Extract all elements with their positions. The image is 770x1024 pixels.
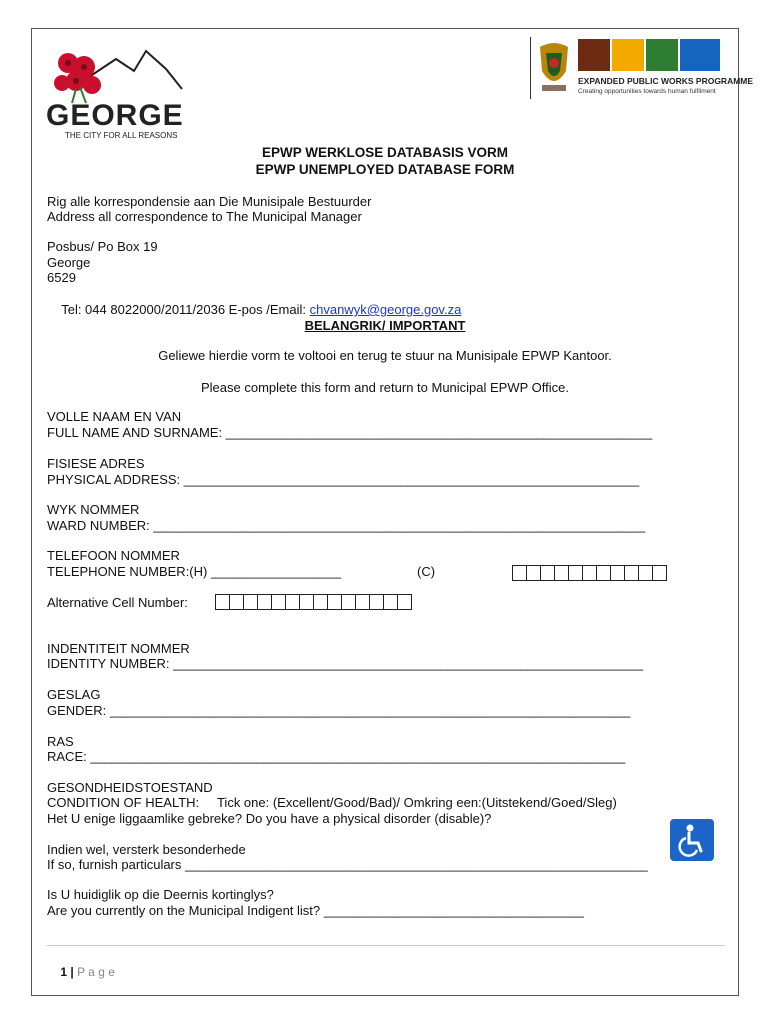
address-label-afrikaans: FISIESE ADRES bbox=[47, 456, 145, 471]
particulars-field[interactable]: If so, furnish particulars ________________________________________________________________ bbox=[47, 857, 648, 872]
name-label-afrikaans: VOLLE NAAM EN VAN bbox=[47, 409, 182, 424]
coat-of-arms-icon bbox=[536, 41, 572, 95]
page-number: 1 bbox=[60, 965, 68, 979]
ward-number-field[interactable]: WARD NUMBER: ____________________________________________________________________ bbox=[47, 518, 646, 533]
important-heading: BELANGRIK/ IMPORTANT bbox=[304, 318, 466, 333]
race-label-afrikaans: RAS bbox=[47, 734, 74, 749]
wheelchair-icon bbox=[670, 819, 714, 861]
alt-cell-boxes[interactable] bbox=[215, 594, 411, 610]
form-page bbox=[31, 28, 754, 996]
gender-label-afrikaans: GESLAG bbox=[47, 687, 101, 702]
postal-code: 6529 bbox=[47, 270, 76, 285]
indigent-list-field[interactable]: Are you currently on the Municipal Indigent list? ____________________________________ bbox=[47, 903, 585, 918]
tel-email-label: Tel: 044 8022000/2011/2036 E-pos /Email: bbox=[61, 302, 310, 317]
people-icon bbox=[680, 39, 720, 71]
health-condition-field[interactable]: CONDITION OF HEALTH: Tick one: (Excellent/Good/Bad)/ Omkring een:(Uitstekend/Goed/Sleg) bbox=[47, 795, 617, 810]
instruction-english: Please complete this form and return to Municipal EPWP Office. bbox=[200, 380, 570, 395]
name-field[interactable]: FULL NAME AND SURNAME: ___________________________________________________________ bbox=[47, 425, 653, 440]
george-logo-word: GEORGE bbox=[46, 99, 184, 132]
instruction-afrikaans: Geliewe hierdie vorm te voltooi en terug te stuur na Munisipale EPWP Kantoor. bbox=[158, 348, 612, 363]
form-title-afrikaans: EPWP WERKLOSE DATABASIS VORM bbox=[261, 145, 508, 160]
telephone-home-field[interactable]: TELEPHONE NUMBER:(H) __________________ bbox=[47, 564, 342, 579]
correspondence-afrikaans: Rig alle korrespondensie aan Die Munisipale Bestuurder bbox=[47, 194, 372, 209]
logo-divider bbox=[530, 37, 531, 99]
page-footer bbox=[47, 951, 115, 993]
epwp-slogan: Creating opportunities towards human fulfilment bbox=[578, 88, 716, 95]
trowel-icon bbox=[578, 39, 610, 71]
email-link[interactable]: chvanwyk@george.gov.za bbox=[309, 302, 462, 317]
disorder-question: Het U enige liggaamlike gebreke? Do you have a physical disorder (disable)? bbox=[47, 811, 492, 826]
health-label-afrikaans: GESONDHEIDSTOESTAND bbox=[47, 780, 213, 795]
po-box: Posbus/ Po Box 19 bbox=[47, 239, 158, 254]
ward-label-afrikaans: WYK NOMMER bbox=[47, 502, 140, 517]
indigent-question-afrikaans: Is U huidiglik op die Deernis kortinglys? bbox=[47, 887, 274, 902]
alt-cell-label: Alternative Cell Number: bbox=[47, 595, 188, 610]
telephone-label-afrikaans: TELEFOON NOMMER bbox=[47, 548, 180, 563]
footer-divider bbox=[47, 945, 725, 946]
epwp-logo bbox=[530, 35, 754, 101]
george-logo bbox=[46, 41, 196, 140]
race-field[interactable]: RACE: __________________________________________________________________________ bbox=[47, 749, 626, 764]
id-label-afrikaans: INDENTITEIT NOMMER bbox=[47, 641, 190, 656]
george-logo-tagline: THE CITY FOR ALL REASONS bbox=[65, 131, 178, 140]
particulars-label-afrikaans: Indien wel, versterk besonderhede bbox=[47, 842, 246, 857]
physical-address-field[interactable]: PHYSICAL ADDRESS: _______________________________________________________________ bbox=[47, 472, 640, 487]
tree-icon bbox=[646, 39, 678, 71]
correspondence-english: Address all correspondence to The Municipal Manager bbox=[47, 209, 362, 224]
form-title-english: EPWP UNEMPLOYED DATABASE FORM bbox=[255, 162, 515, 177]
identity-number-field[interactable]: IDENTITY NUMBER: _________________________________________________________________ bbox=[47, 656, 644, 671]
gender-field[interactable]: GENDER: ________________________________________________________________________ bbox=[47, 703, 631, 718]
telephone-cell-boxes[interactable] bbox=[512, 565, 666, 581]
town: George bbox=[47, 255, 91, 270]
page-word: P a g e bbox=[77, 965, 115, 979]
epwp-icon-strip bbox=[578, 39, 720, 71]
page-separator: | bbox=[67, 965, 78, 979]
sun-gear-icon bbox=[612, 39, 644, 71]
telephone-cell-label: (C) bbox=[417, 564, 436, 579]
epwp-programme-name: EXPANDED PUBLIC WORKS PROGRAMME bbox=[578, 76, 754, 86]
